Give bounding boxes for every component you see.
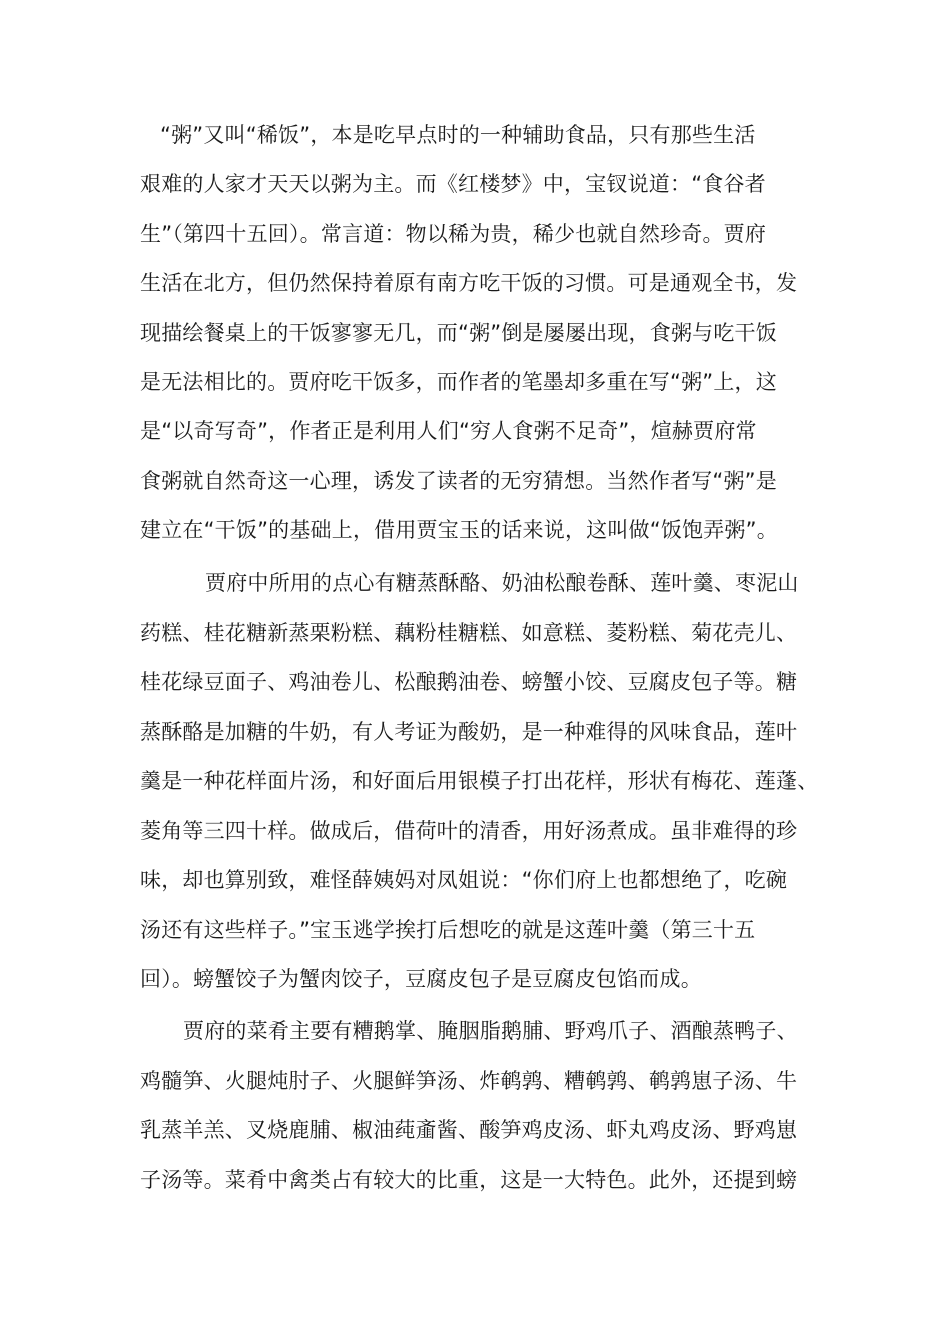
paragraph-2-line-2: 药糕、桂花糖新蒸栗粉糕、藕粉桂糖糕、如意糕、菱粉糕、菊花壳儿、 — [140, 621, 798, 645]
paragraph-3-line-1: 贾府的菜肴主要有糟鹅掌、腌胭脂鹅脯、野鸡爪子、酒酿蒸鸭子、 — [183, 1019, 798, 1043]
paragraph-2-line-7: 味，却也算别致，难怪薛姨妈对凤姐说：“你们府上也都想绝了，吃碗 — [140, 868, 788, 892]
paragraph-3-line-3: 乳蒸羊羔、叉烧鹿脯、椒油莼齑酱、酸笋鸡皮汤、虾丸鸡皮汤、野鸡崽 — [140, 1118, 798, 1142]
paragraph-2-line-9: 回）。螃蟹饺子为蟹肉饺子，豆腐皮包子是豆腐皮包馅而成。 — [140, 967, 702, 991]
paragraph-1-line-9: 建立在“干饭”的基础上，借用贾宝玉的话来说，这叫做“饭饱弄粥”。 — [140, 518, 778, 542]
paragraph-2-line-6: 菱角等三四十样。做成后，借荷叶的清香，用好汤煮成。虽非难得的珍 — [140, 819, 798, 843]
paragraph-1-line-6: 是无法相比的。贾府吃干饭多，而作者的笔墨却多重在写“粥”上，这 — [140, 370, 777, 394]
paragraph-3-line-2: 鸡髓笋、火腿炖肘子、火腿鲜笋汤、炸鹌鹑、糟鹌鹑、鹌鹑崽子汤、牛 — [140, 1069, 798, 1093]
paragraph-1-line-2: 艰难的人家才天天以粥为主。而《红楼梦》中，宝钗说道：“食谷者 — [140, 172, 766, 196]
paragraph-3-line-4: 子汤等。菜肴中禽类占有较大的比重，这是一大特色。此外，还提到螃 — [140, 1168, 798, 1192]
paragraph-1-line-5: 现描绘餐桌上的干饭寥寥无几，而“粥”倒是屡屡出现，食粥与吃干饭 — [140, 321, 777, 345]
paragraph-1-line-8: 食粥就自然奇这一心理，诱发了读者的无穷猜想。当然作者写“粥”是 — [140, 469, 777, 493]
paragraph-1-line-4: 生活在北方，但仍然保持着原有南方吃干饭的习惯。可是通观全书，发 — [140, 271, 798, 295]
paragraph-2-line-3: 桂花绿豆面子、鸡油卷儿、松酿鹅油卷、螃蟹小饺、豆腐皮包子等。糖 — [140, 670, 798, 694]
paragraph-1-line-3: 生”（第四十五回）。常言道：物以稀为贵，稀少也就自然珍奇。贾府 — [140, 222, 767, 246]
paragraph-2-line-4: 蒸酥酪是加糖的牛奶，有人考证为酸奶，是一种难得的风味食品，莲叶 — [140, 720, 798, 744]
paragraph-1-line-7: 是“以奇写奇”，作者正是利用人们“穷人食粥不足奇”，煊赫贾府常 — [140, 419, 757, 443]
paragraph-1-line-1: “粥”又叫“稀饭”，本是吃早点时的一种辅助食品，只有那些生活 — [160, 123, 756, 147]
paragraph-2-line-5: 羹是一种花样面片汤，和好面后用银模子打出花样，形状有梅花、莲蓬、 — [140, 769, 819, 793]
paragraph-2-line-8: 汤还有这些样子。”宝玉逃学挨打后想吃的就是这莲叶羹（第三十五 — [140, 918, 756, 942]
paragraph-2-line-1: 贾府中所用的点心有糖蒸酥酪、奶油松酿卷酥、莲叶羹、枣泥山 — [205, 571, 799, 595]
